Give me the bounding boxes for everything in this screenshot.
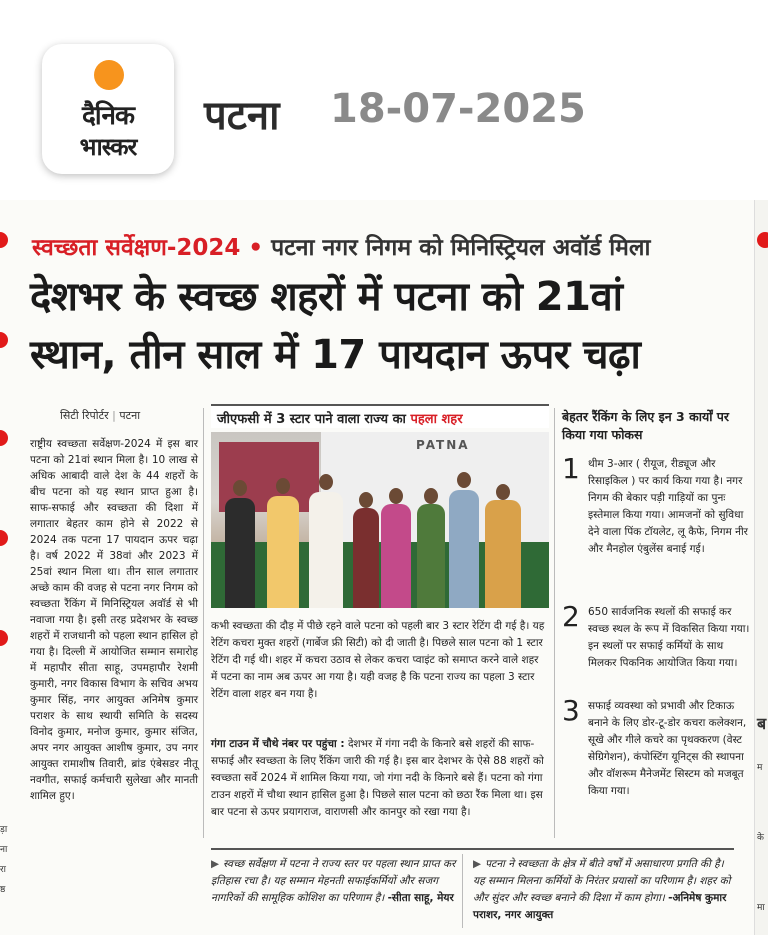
person-figure [417, 504, 445, 608]
point-text: थीम 3-आर ( रीयूज, रीड्यूज और रिसाइकिल ) पर कार्य किया गया है। नगर निगम की बेकार पड़ी गाड़ियों का पुनः इस्तेमाल किया गया। आमजनों को सुविधा देने वाला पिंक टॉयलेट, लू कैफे, निगम नीर और मैनहोल एंबुलेंस बनाई गई। [588, 458, 748, 555]
edge-fragment: रा [0, 865, 7, 875]
edge-fragment: ष्ठ [0, 885, 6, 895]
edge-fragment: ना [0, 845, 8, 855]
commissioner-quote-signature: -अनिमेष कुमार पराशर, नगर आयुक्त [473, 892, 727, 921]
person-head [389, 488, 403, 504]
person-figure [309, 492, 343, 608]
red-marker-dot [0, 232, 8, 248]
person-head [319, 474, 333, 490]
ganga-town-lead: गंगा टाउन में चौथे नंबर पर पहुंचा : [211, 738, 345, 750]
award-ceremony-photo [211, 432, 549, 608]
kicker-red-text: स्वच्छता सर्वेक्षण-2024 • [32, 235, 264, 261]
point-text: 650 सार्वजनिक स्थलों की सफाई कर स्वच्छ स्थल के रूप में विकसित किया गया। इन स्थलों पर सफाई कर्मियों के साथ मिलकर पिकनिक आयोजित किया गया। [588, 606, 750, 669]
quote-marker-icon: ▶ [211, 858, 220, 870]
logo-text-line2: भास्कर [79, 133, 137, 161]
red-marker-dot [757, 232, 768, 248]
byline-name: सिटी रिपोर्टर [60, 409, 109, 422]
dainik-bhaskar-logo [42, 44, 174, 174]
sun-icon [94, 60, 124, 90]
byline-place: पटना [119, 409, 141, 422]
commissioner-quote [473, 856, 733, 924]
quote-divider [462, 854, 463, 928]
person-head [457, 472, 471, 488]
person-head [276, 478, 290, 494]
mayor-quote [211, 856, 463, 907]
newspaper-clipping [0, 200, 768, 935]
person-head [496, 484, 510, 500]
commissioner-quote-text: पटना ने स्वच्छता के क्षेत्र में बीते वर्षों में असाधारण प्रगति की है। यह सम्मान मिलना कर्मियों के निरंतर प्रयासों का परिणाम है। शहर को और सुंदर और स्वच्छ बनाने की दिशा में काम होगा। [473, 858, 731, 904]
page-header [0, 0, 768, 200]
mayor-quote-text: स्वच्छ सर्वेक्षण में पटना ने राज्य स्तर पर पहला स्थान प्राप्त कर इतिहास रचा है। यह सम्मान मेहनती सफाईकर्मियों और सजग नागरिकों की सामूहिक कोशिश का परिणाम है। [211, 858, 456, 904]
mayor-quote-signature: -सीता साहू, मेयर [387, 892, 454, 904]
edition-city: पटना [204, 93, 280, 139]
quote-marker-icon: ▶ [473, 858, 482, 870]
red-marker-dot [0, 430, 8, 446]
article-headline [30, 268, 750, 384]
byline: सिटी रिपोर्टर | पटना [60, 409, 141, 422]
logo-text-line1: दैनिक [82, 101, 134, 131]
ganga-town-body: देशभर में गंगा नदी के किनारे बसे शहरों की साफ-सफाई और स्वच्छता के लिए रैंकिंग जारी की गई है। इस बार देशभर के ऐसे 88 शहरों को स्वच्छता सर्वे 2024 में शामिल किया गया, जो गंगा नदी के किनारे बसे हैं। पटना को गंगा टाउन शहरों में चौथा स्थान हासिल हुआ है। पिछले साल पटना को छठा रैंक मिला था। इस बार पटना से ऊपर प्रयागराज, वाराणसी और कानपुर को रखा गया है। [211, 738, 544, 818]
photo-caption-banner [211, 404, 549, 428]
quotes-box [211, 848, 734, 928]
column-divider [554, 408, 555, 838]
edge-fragment: ड़ा [0, 825, 8, 835]
point-number: 3 [562, 694, 580, 727]
banner-red-text: पहला शहर [410, 412, 463, 427]
person-head [359, 492, 373, 508]
person-figure [381, 504, 411, 608]
headline-line2: स्थान, तीन साल में 17 पायदान ऊपर चढ़ा [30, 332, 641, 378]
article-kicker [32, 230, 650, 262]
point-text: सफाई व्यवस्था को प्रभावी और टिकाऊ बनाने के लिए डोर-टू-डोर कचरा कलेक्शन, सूखे और गीले कचरे का पृथक्करण (वेस्ट सेग्रिगेशन), कंपोस्टिंग यूनिट्स की स्थापना और वॉशरूम मैनेजमेंट सिस्टम को मजबूत किया गया। [588, 700, 747, 797]
person-figure [353, 508, 379, 608]
focus-heading: बेहतर रैंकिंग के लिए इन 3 कार्यों पर किया गया फोकस [562, 409, 729, 442]
headline-line1: देशभर के स्वच्छ शहरों में पटना को 21वां [30, 274, 623, 320]
person-figure [449, 490, 479, 608]
adjacent-fragment: म [757, 763, 763, 773]
patna-sign: PATNA [416, 438, 470, 452]
middle-column-body: कभी स्वच्छता की दौड़ में पीछे रहने वाले पटना को पहली बार 3 स्टार रेटिंग दी गई है। यह रेटिंग कचरा मुक्त शहरों (गार्बेज फ्री सिटी) को दी जाती है। पिछले साल पटना को 1 स्टार रेटिंग दी गई थी। शहर में कचरा उठाव से लेकर कचरा प्वाइंट को समाप्त करने वाले शहर में पटना का नाम अब ऊपर आ गया है। यही वजह है कि पटना राज्य का पहला 3 स्टार रेटिंग वाला शहर बन गया है। [211, 620, 545, 700]
person-figure [267, 496, 299, 608]
ganga-town-section [211, 736, 547, 821]
red-marker-dot [0, 332, 8, 348]
kicker-black-text: पटना नगर निगम को मिनिस्ट्रियल अवॉर्ड मिला [271, 235, 651, 261]
edition-date: 18-07-2025 [330, 86, 586, 132]
adjacent-fragment: ब [757, 714, 767, 733]
adjacent-fragment: मा [757, 903, 765, 913]
left-column-body: राष्ट्रीय स्वच्छता सर्वेक्षण-2024 में इस बार पटना को 21वां स्थान मिला है। 10 लाख से अधिक आबादी वाले देश के 44 शहरों के बीच पटना को यह स्थान प्राप्त हुआ है। साफ-सफाई और स्वच्छता की दिशा में लगातार बेहतर काम होने से 2022 से 2024 तक पटना 17 पायदान ऊपर चढ़ा है। वर्ष 2022 में 38वां और 2023 में 25वां स्थान मिला था। तीन साल लगातार अच्छे काम की वजह से पटना नगर निगम को स्वच्छता रैंकिंग में मिनिस्ट्रियल अवॉर्ड से भी नवाजा गया है। इसी तरह प्रदेशभर के स्वच्छ शहरों में राजधानी को पहला स्थान हासिल हो गया है। दिल्ली में आयोजित सम्मान समारोह में महापौर सीता साहू, उपमहापौर रेशमी कुमारी, नगर विकास विभाग के सचिव अभय कुमार सिंह, नगर आयुक्त अनिमेष कुमार पराशर के साथ स्थायी समिति के सदस्य विनोद कुमार, मनोज कुमार, कुमार संजित, अपर नगर आयुक्त आशीष कुमार, उप नगर आयुक्त रामाशीष तिवारी, ब्रांड एंबेसडर नीतू नवगीत, सफाई कर्मचारी सुलेखा और मानती शामिल हुए। [30, 438, 198, 802]
column-divider [203, 408, 204, 838]
point-number: 2 [562, 600, 580, 633]
adjacent-article-strip [754, 200, 768, 935]
red-marker-dot [0, 530, 8, 546]
adjacent-fragment: के [757, 833, 764, 843]
person-head [424, 488, 438, 504]
person-head [233, 480, 247, 496]
point-number: 1 [562, 452, 580, 485]
banner-black-text: जीएफसी में 3 स्टार पाने वाला राज्य का [217, 412, 406, 427]
person-figure [225, 498, 255, 608]
person-figure [485, 500, 521, 608]
red-marker-dot [0, 630, 8, 646]
